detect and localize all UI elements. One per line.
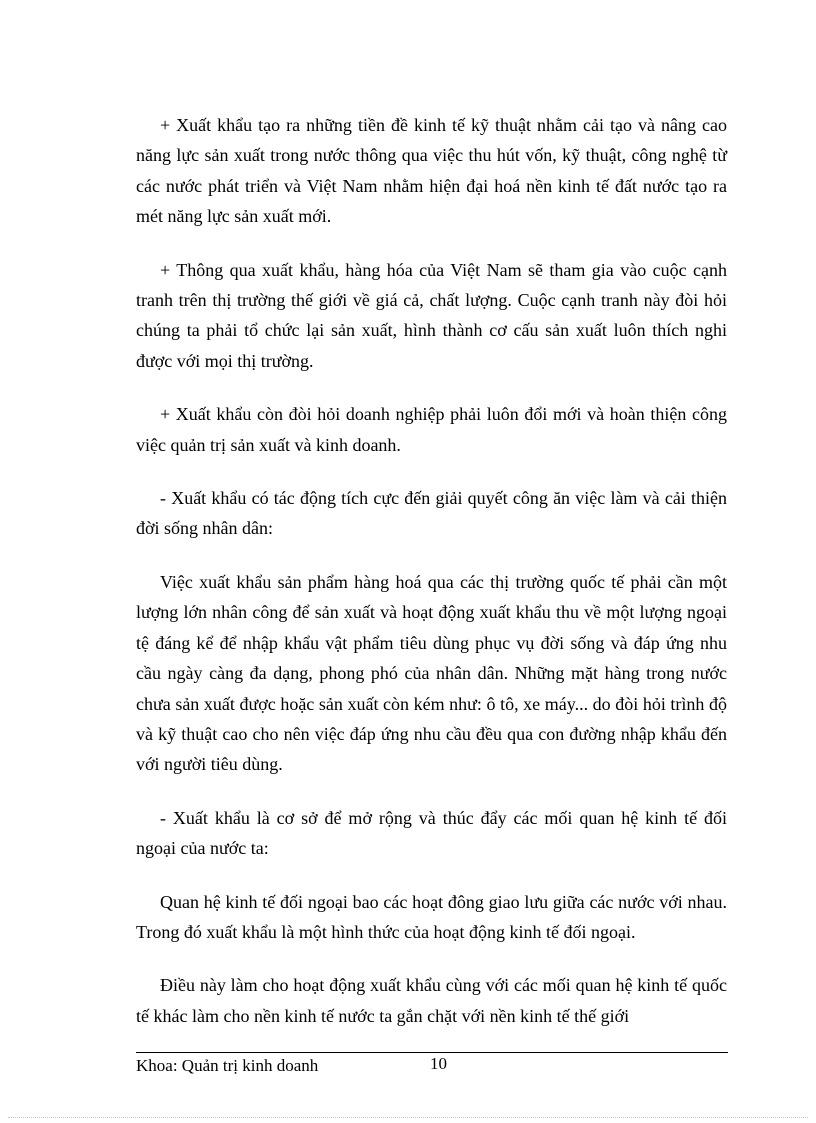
page-number: 10 [430,1054,447,1073]
paragraph-competition: + Thông qua xuất khẩu, hàng hóa của Việt Nam sẽ tham gia vào cuộc cạnh tranh trên thị trường thế giới về giá cả, chất lượng. Cuộc cạnh tranh này đòi hỏi chúng ta phải tổ chức lại sản xuất, hình thành cơ cấu sản xuất luôn thích nghi được với mọi thị trường. [136,259,727,371]
paragraph-export-prerequisites: + Xuất khẩu tạo ra những tiền đề kinh tế kỹ thuật nhằm cải tạo và nâng cao năng lực sản xuất trong nước thông qua việc thu hút vốn, kỹ thuật, công nghệ từ các nước phát triển và Việt Nam nhằm hiện đại hoá nền kinh tế đất nước tạo ra mét năng lực sản xuất mới. [136,115,727,227]
footer-department: Khoa: Quản trị kinh doanh [136,1056,319,1075]
paragraph-management-innovation: + Xuất khẩu còn đòi hỏi doanh nghiệp phải luôn đổi mới và hoàn thiện công việc quản trị sản xuất và kinh doanh. [136,404,727,455]
paragraph-employment-detail: Việc xuất khẩu sản phẩm hàng hoá qua các thị trường quốc tế phải cần một lượng lớn nhân công để sản xuất và hoạt động xuất khẩu thu về một lượng ngoại tệ đáng kể để nhập khẩu vật phẩm tiêu dùng phục vụ đời sống và đáp ứng nhu cầu ngày càng đa dạng, phong phó của nhân dân. Những mặt hàng trong nước chưa sản xuất được hoặc sản xuất còn kém như: ô tô, xe máy... do đòi hỏi trình độ và kỹ thuật cao cho nên việc đáp ứng nhu cầu đều qua con đường nhập khẩu đến với người tiêu dùng. [136,571,727,775]
page-body [136,110,727,1031]
paragraph-employment-heading: - Xuất khẩu có tác động tích cực đến giải quyết công ăn việc làm và cải thiện đời sống nhân dân: [136,488,727,539]
paragraph-foreign-relations-detail: Quan hệ kinh tế đối ngoại bao các hoạt đông giao lưu giữa các nước với nhau. Trong đó xuất khẩu là một hình thức của hoạt động kinh tế đối ngoại. [136,891,727,942]
page-bottom-border [8,1117,808,1118]
paragraph-world-economy: Điều này làm cho hoạt động xuất khẩu cùng với các mối quan hệ kinh tế quốc tế khác làm cho nền kinh tế nước ta gắn chặt với nền kinh tế thế giới [136,975,727,1026]
paragraph-foreign-relations-heading: - Xuất khẩu là cơ sở để mở rộng và thúc đẩy các mối quan hệ kinh tế đối ngoại của nước ta: [136,807,727,859]
